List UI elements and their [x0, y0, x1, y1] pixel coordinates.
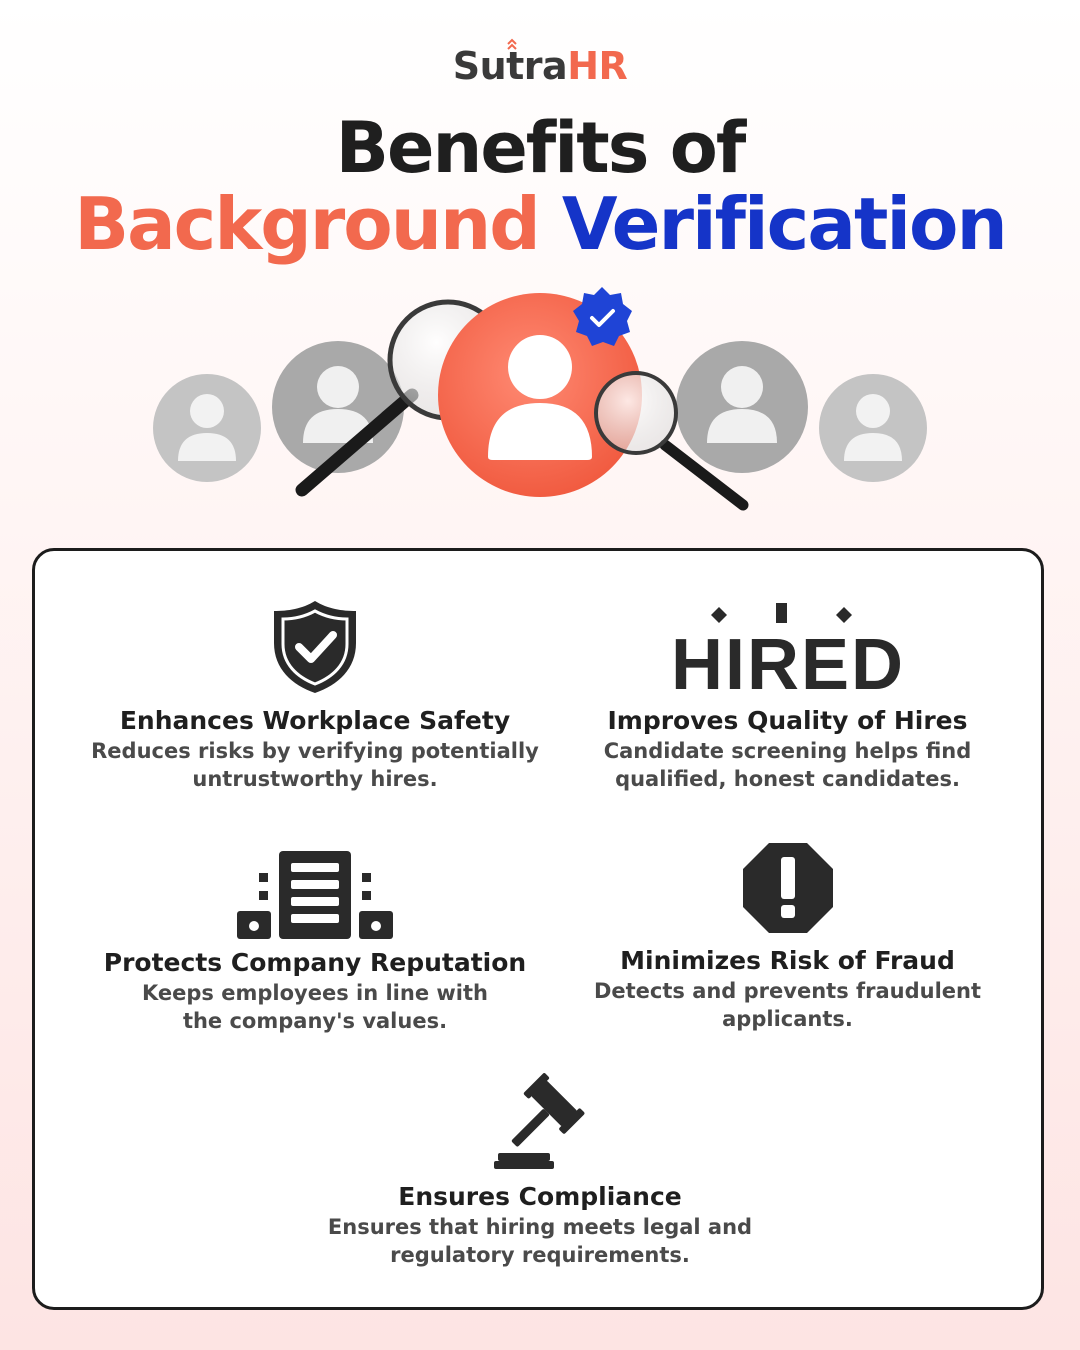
user-avatar-icon — [819, 374, 927, 482]
benefit-title: Improves Quality of Hires — [607, 706, 968, 735]
page-title-line2 — [0, 182, 1080, 266]
brand-name-accent: HR — [567, 44, 628, 88]
benefit-description-line2: regulatory requirements. — [390, 1243, 690, 1267]
title-word-verification: Verification — [561, 182, 1006, 266]
exclamation-octagon-icon — [741, 841, 835, 935]
benefits-card — [32, 548, 1044, 1310]
benefit-description-line2: applicants. — [722, 1007, 853, 1031]
benefit-description-line2: the company's values. — [182, 1009, 448, 1033]
benefit-description-line2: untrustworthy hires. — [192, 767, 438, 791]
page-title-line1: Benefits of — [335, 107, 745, 189]
logo-arrow-icon — [506, 38, 518, 52]
hired-text-icon — [670, 599, 905, 705]
benefit-title: Ensures Compliance — [398, 1182, 682, 1211]
benefit-description-line1: Detects and prevents fraudulent — [593, 979, 982, 1003]
benefit-title: Protects Company Reputation — [103, 948, 527, 977]
brand-name-dark: Sutra — [452, 44, 568, 88]
benefit-title: Enhances Workplace Safety — [119, 706, 511, 735]
hero-illustration — [140, 285, 940, 520]
hired-text: HIRED — [670, 625, 905, 705]
brand-logo — [0, 44, 1080, 88]
benefit-description-line1: Reduces risks by verifying potentially — [91, 739, 539, 763]
benefit-item-workplace-safety — [65, 599, 565, 793]
benefit-description-line1: Keeps employees in line with — [142, 981, 488, 1005]
benefit-item-company-reputation — [65, 849, 565, 1035]
user-avatar-icon — [676, 341, 808, 473]
benefit-item-fraud-risk — [535, 841, 1040, 1033]
building-icon — [237, 849, 393, 941]
benefit-description-line2: qualified, honest candidates. — [615, 767, 960, 791]
benefit-item-compliance — [290, 1079, 790, 1269]
benefit-item-quality-hires — [535, 599, 1040, 793]
benefit-title: Minimizes Risk of Fraud — [620, 946, 955, 975]
title-word-background: Background — [74, 182, 539, 266]
gavel-icon — [494, 1079, 586, 1171]
benefit-description-line1: Candidate screening helps find — [603, 739, 972, 763]
shield-check-icon — [270, 599, 360, 695]
user-avatar-icon — [153, 374, 261, 482]
benefit-description-line1: Ensures that hiring meets legal and — [327, 1215, 753, 1239]
